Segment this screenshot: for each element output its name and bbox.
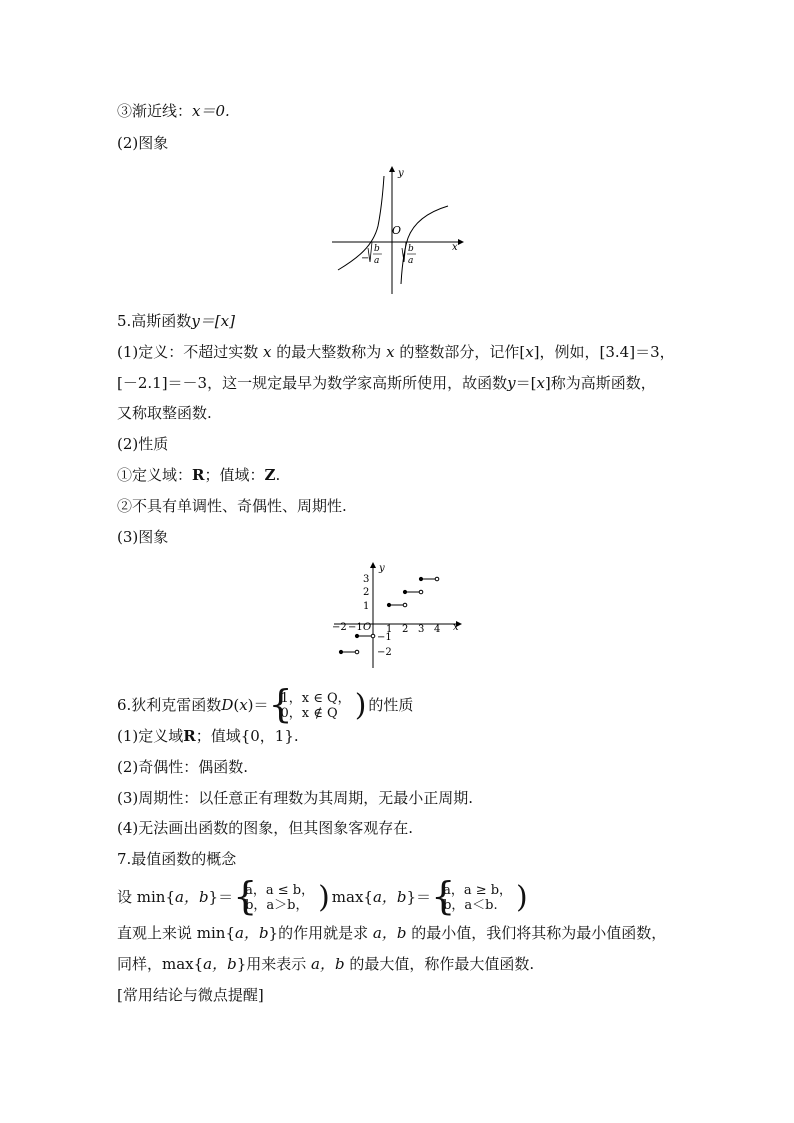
x-axis-label-2: x	[453, 622, 459, 633]
min-cases: { a，a ≤ b， b，a＞b，	[235, 883, 314, 913]
max-function-note: 同样，max{a，b}用来表示 a，b 的最大值，称作最大值函数.	[117, 955, 535, 973]
ytick-2: 2	[363, 587, 370, 598]
xtick-4: 4	[434, 624, 441, 635]
xtick-neg2: −2	[332, 622, 347, 633]
origin-label: O	[392, 224, 402, 237]
min-function-note: 直观上来说 min{a，b}的作用就是求 a，b 的最小值，我们将其称为最小值函数，	[117, 924, 667, 942]
dirichlet-domain: (1)定义域R；值域{0，1}.	[117, 727, 299, 745]
dirichlet-period: (3)周期性：以任意正有理数为其周期，无最小正周期.	[117, 789, 474, 807]
floor-function-graph	[328, 560, 464, 672]
conclusions-heading: [常用结论与微点提醒]	[117, 986, 264, 1004]
gauss-property-2: ②不具有单调性、奇偶性、周期性.	[117, 497, 347, 515]
y-axis-label-2: y	[379, 563, 385, 574]
gauss-properties-heading: (2)性质	[117, 435, 169, 453]
origin-label-2: O	[363, 622, 372, 633]
ytick-1: 1	[363, 601, 370, 612]
ytick-neg2: −2	[377, 647, 392, 658]
pos-b: b	[408, 244, 414, 254]
gauss-definition-2: [－2.1]＝－3，这一规定最早为数学家高斯所使用，故函数y＝[x]称为高斯函数，	[117, 374, 656, 392]
max-cases: { a，a ≥ b， b，a＜b.	[433, 883, 512, 913]
gauss-graph-heading: (3)图象	[117, 528, 169, 546]
gauss-heading: 5.高斯函数y＝[x]	[117, 312, 235, 330]
neg-sign: −	[361, 253, 370, 264]
x-axis-label: x	[452, 242, 458, 253]
graph-heading-1: (2)图象	[117, 134, 169, 152]
min-max-definition: 设 min{a，b}＝ { a，a ≤ b， b，a＞b， ) max{a，b}＝ { a，a ≥ b， b，a＜b. )	[117, 880, 530, 920]
dirichlet-heading: 6.狄利克雷函数D(x)＝ { 1，x ∈ Q， 0，x ∉ Q ) 的性质	[117, 688, 413, 728]
extreme-function-heading: 7.最值函数的概念	[117, 850, 237, 868]
gauss-definition-1: (1)定义：不超过实数 x 的最大整数称为 x 的整数部分，记作[x]，例如，[3.4]＝3，	[117, 343, 675, 361]
ytick-3: 3	[363, 574, 370, 585]
gauss-domain-range: ①定义域：R；值域：Z.	[117, 466, 281, 484]
gauss-definition-3: 又称取整函数.	[117, 404, 212, 422]
dirichlet-cases: { 1，x ∈ Q， 0，x ∉ Q	[271, 691, 351, 721]
xtick-2: 2	[402, 624, 409, 635]
dirichlet-graph-note: (4)无法画出函数的图象，但其图象客观存在.	[117, 819, 414, 837]
neg-b: b	[374, 244, 380, 254]
neg-a: a	[374, 256, 380, 266]
ytick-neg1: −1	[377, 632, 392, 643]
xtick-neg1: −1	[348, 622, 363, 633]
y-axis-label: y	[398, 168, 404, 179]
pos-a: a	[408, 256, 414, 266]
xtick-3: 3	[418, 624, 425, 635]
asymptote-line: ③渐近线：x＝0.	[117, 102, 230, 120]
xtick-1: 1	[386, 624, 393, 635]
dirichlet-parity: (2)奇偶性：偶函数.	[117, 758, 249, 776]
hyperbola-graph	[328, 166, 464, 296]
